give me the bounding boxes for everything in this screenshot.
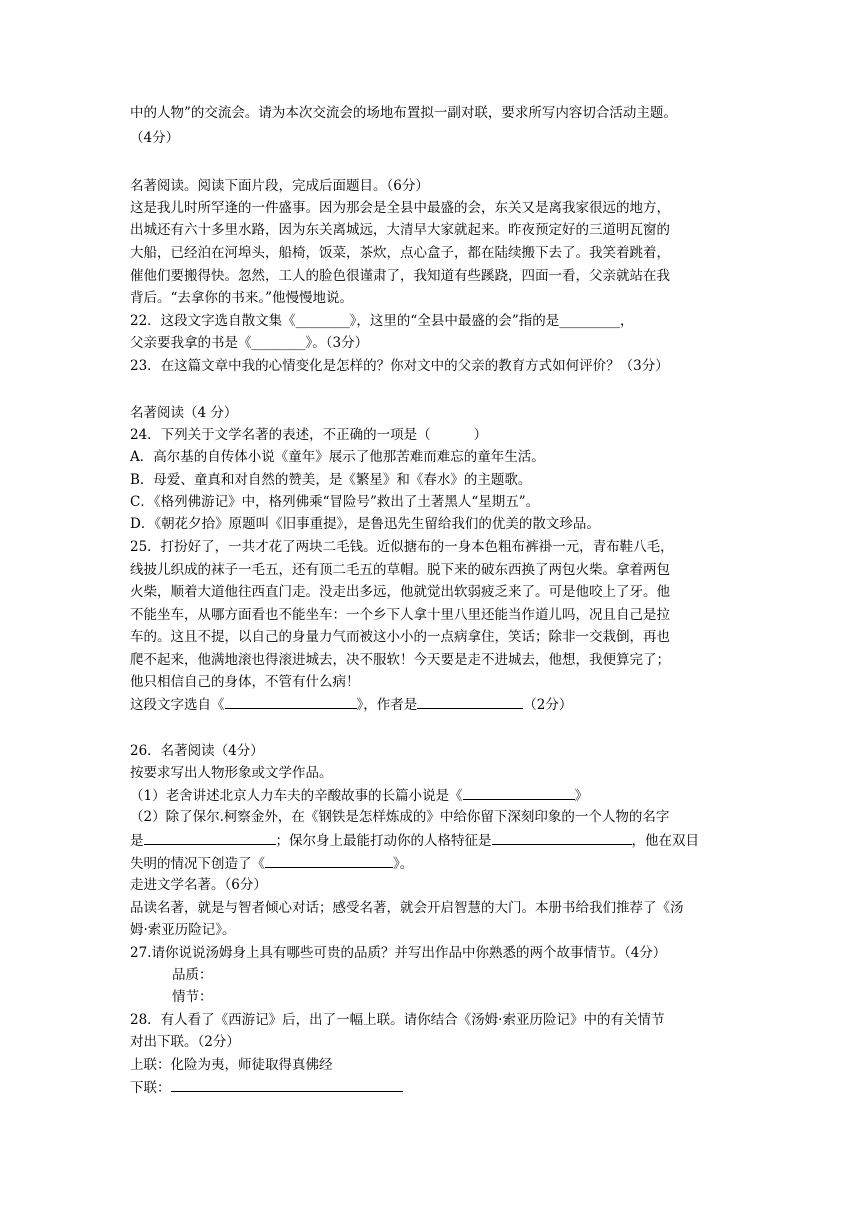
question-22: 22．这段文字选自散文集《________》，这里的“全县中最盛的会”指的是_________， — [130, 313, 634, 329]
answer-blank[interactable] — [463, 785, 575, 800]
qualities-label: 品质： — [172, 967, 213, 983]
option-c: C．《格列佛游记》中，格列佛乘“冒险号”救出了土著黑人“星期五”。 — [130, 494, 540, 510]
text-line: 背后。“去拿你的书来。”他慢慢地说。 — [130, 290, 354, 306]
text-line: 失明的情况下创造了《 》。 — [130, 853, 413, 874]
text-line: 父亲要我拿的书是《________》。（3分） — [130, 335, 369, 351]
text-line: 品读名著，就是与智者倾心对话；感受名著，就会开启智慧的大门。本册书给我们推荐了《汤 — [130, 900, 684, 916]
option-b: B．母爱、童真和对自然的赞美，是《繁星》和《春水》的主题歌。 — [130, 472, 532, 488]
answer-blank[interactable] — [417, 694, 523, 709]
option-d: D．《朝花夕拾》原题叫《旧事重提》，是鲁迅先生留给我们的优美的散文珍品。 — [130, 516, 600, 532]
text-line: 是 ；保尔身上最能打动你的人格特征是 ，他在双目 — [130, 830, 699, 851]
plot-label: 情节： — [172, 989, 213, 1005]
text-line: 车的。这且不提，以自己的身量力气而被这小小的一点病拿住，笑话；除非一交栽倒，再也 — [130, 629, 670, 645]
option-a: A．高尔基的自传体小说《童年》展示了他那苦难而难忘的童年生活。 — [130, 449, 545, 465]
section-heading: 名著阅读（4 分） — [130, 405, 238, 421]
text-line: 中的人物”的交流会。请为本次交流会的场地布置拟一副对联，要求所写内容切合活动主题。 — [130, 105, 677, 121]
lower-couplet: 下联： — [130, 1077, 403, 1098]
text-line: （1）老舍讲述北京人力车夫的辛酸故事的长篇小说是《 》 — [130, 785, 588, 806]
text-line: 不能坐车，从哪方面看也不能坐车：一个乡下人拿十里八里还能当作道儿吗，况且自己是拉 — [130, 607, 670, 623]
question-26: 26．名著阅读（4分） — [130, 743, 264, 759]
text-line: 大船，已经泊在河埠头，船椅，饭菜，茶炊，点心盒子，都在陆续搬下去了。我笑着跳着， — [130, 245, 670, 261]
text-line: 催他们要搬得快。忽然，工人的脸色很谨肃了，我知道有些蹊跷，四面一看，父亲就站在我 — [130, 268, 670, 284]
text-line: 线披儿织成的袜子一毛五，还有顶二毛五的草帽。脱下来的破东西换了两包火柴。拿着两包 — [130, 562, 670, 578]
upper-couplet: 上联：化险为夷，师徒取得真佛经 — [130, 1057, 333, 1073]
text-line: 按要求写出人物形象或文学作品。 — [130, 765, 333, 781]
text-line: 出城还有六十多里水路，因为东关离城远，大清早大家就起来。昨夜预定好的三道明瓦窗的 — [130, 222, 670, 238]
answer-blank[interactable] — [265, 853, 393, 868]
text-line: 这是我儿时所罕逢的一件盛事。因为那会是全县中最盛的会，东关又是离我家很远的地方， — [130, 200, 670, 216]
text-line: （4分） — [130, 130, 180, 146]
question-23: 23．在这篇文章中我的心情变化是怎样的？你对文中的父亲的教育方式如何评价？（3分） — [130, 358, 669, 374]
question-25: 25．打扮好了，一共才花了两块二毛钱。近似搪布的一身本色粗布裤褂一元，青布鞋八毛， — [130, 539, 674, 555]
question-27: 27.请你说说汤姆身上具有哪些可贵的品质？并写出作品中你熟悉的两个故事情节。（4分） — [130, 945, 667, 961]
section-heading: 名著阅读。阅读下面片段，完成后面题目。（6分） — [130, 178, 429, 194]
answer-blank[interactable] — [225, 694, 357, 709]
section-heading: 走进文学名著。（6分） — [130, 877, 267, 893]
text-line: 火柴，顺着大道他往西直门走。没走出多远，他就觉出软弱疲乏来了。可是他咬上了牙。他 — [130, 584, 670, 600]
text-line: 对出下联。（2分） — [130, 1034, 240, 1050]
answer-blank[interactable] — [171, 1077, 403, 1092]
answer-blank[interactable] — [492, 830, 632, 845]
question-24: 24．下列关于文学名著的表述，不正确的一项是（ ） — [130, 427, 488, 443]
text-line: 他只相信自己的身体，不管有什么病！ — [130, 674, 360, 690]
answer-blank[interactable] — [144, 830, 276, 845]
source-answer-line: 这段文字选自《 》，作者是 （2分） — [130, 694, 572, 715]
text-line: （2）除了保尔.柯察金外，在《钢铁是怎样炼成的》中给你留下深刻印象的一个人物的名字 — [130, 809, 670, 825]
question-28: 28．有人看了《西游记》后，出了一幅上联。请你结合《汤姆·索亚历险记》中的有关情节 — [130, 1012, 665, 1028]
text-line: 爬不起来，他满地滚也得滚进城去，决不服软！今天要是走不进城去，他想，我便算完了； — [130, 652, 670, 668]
text-line: 姆·索亚历险记》。 — [130, 922, 236, 938]
